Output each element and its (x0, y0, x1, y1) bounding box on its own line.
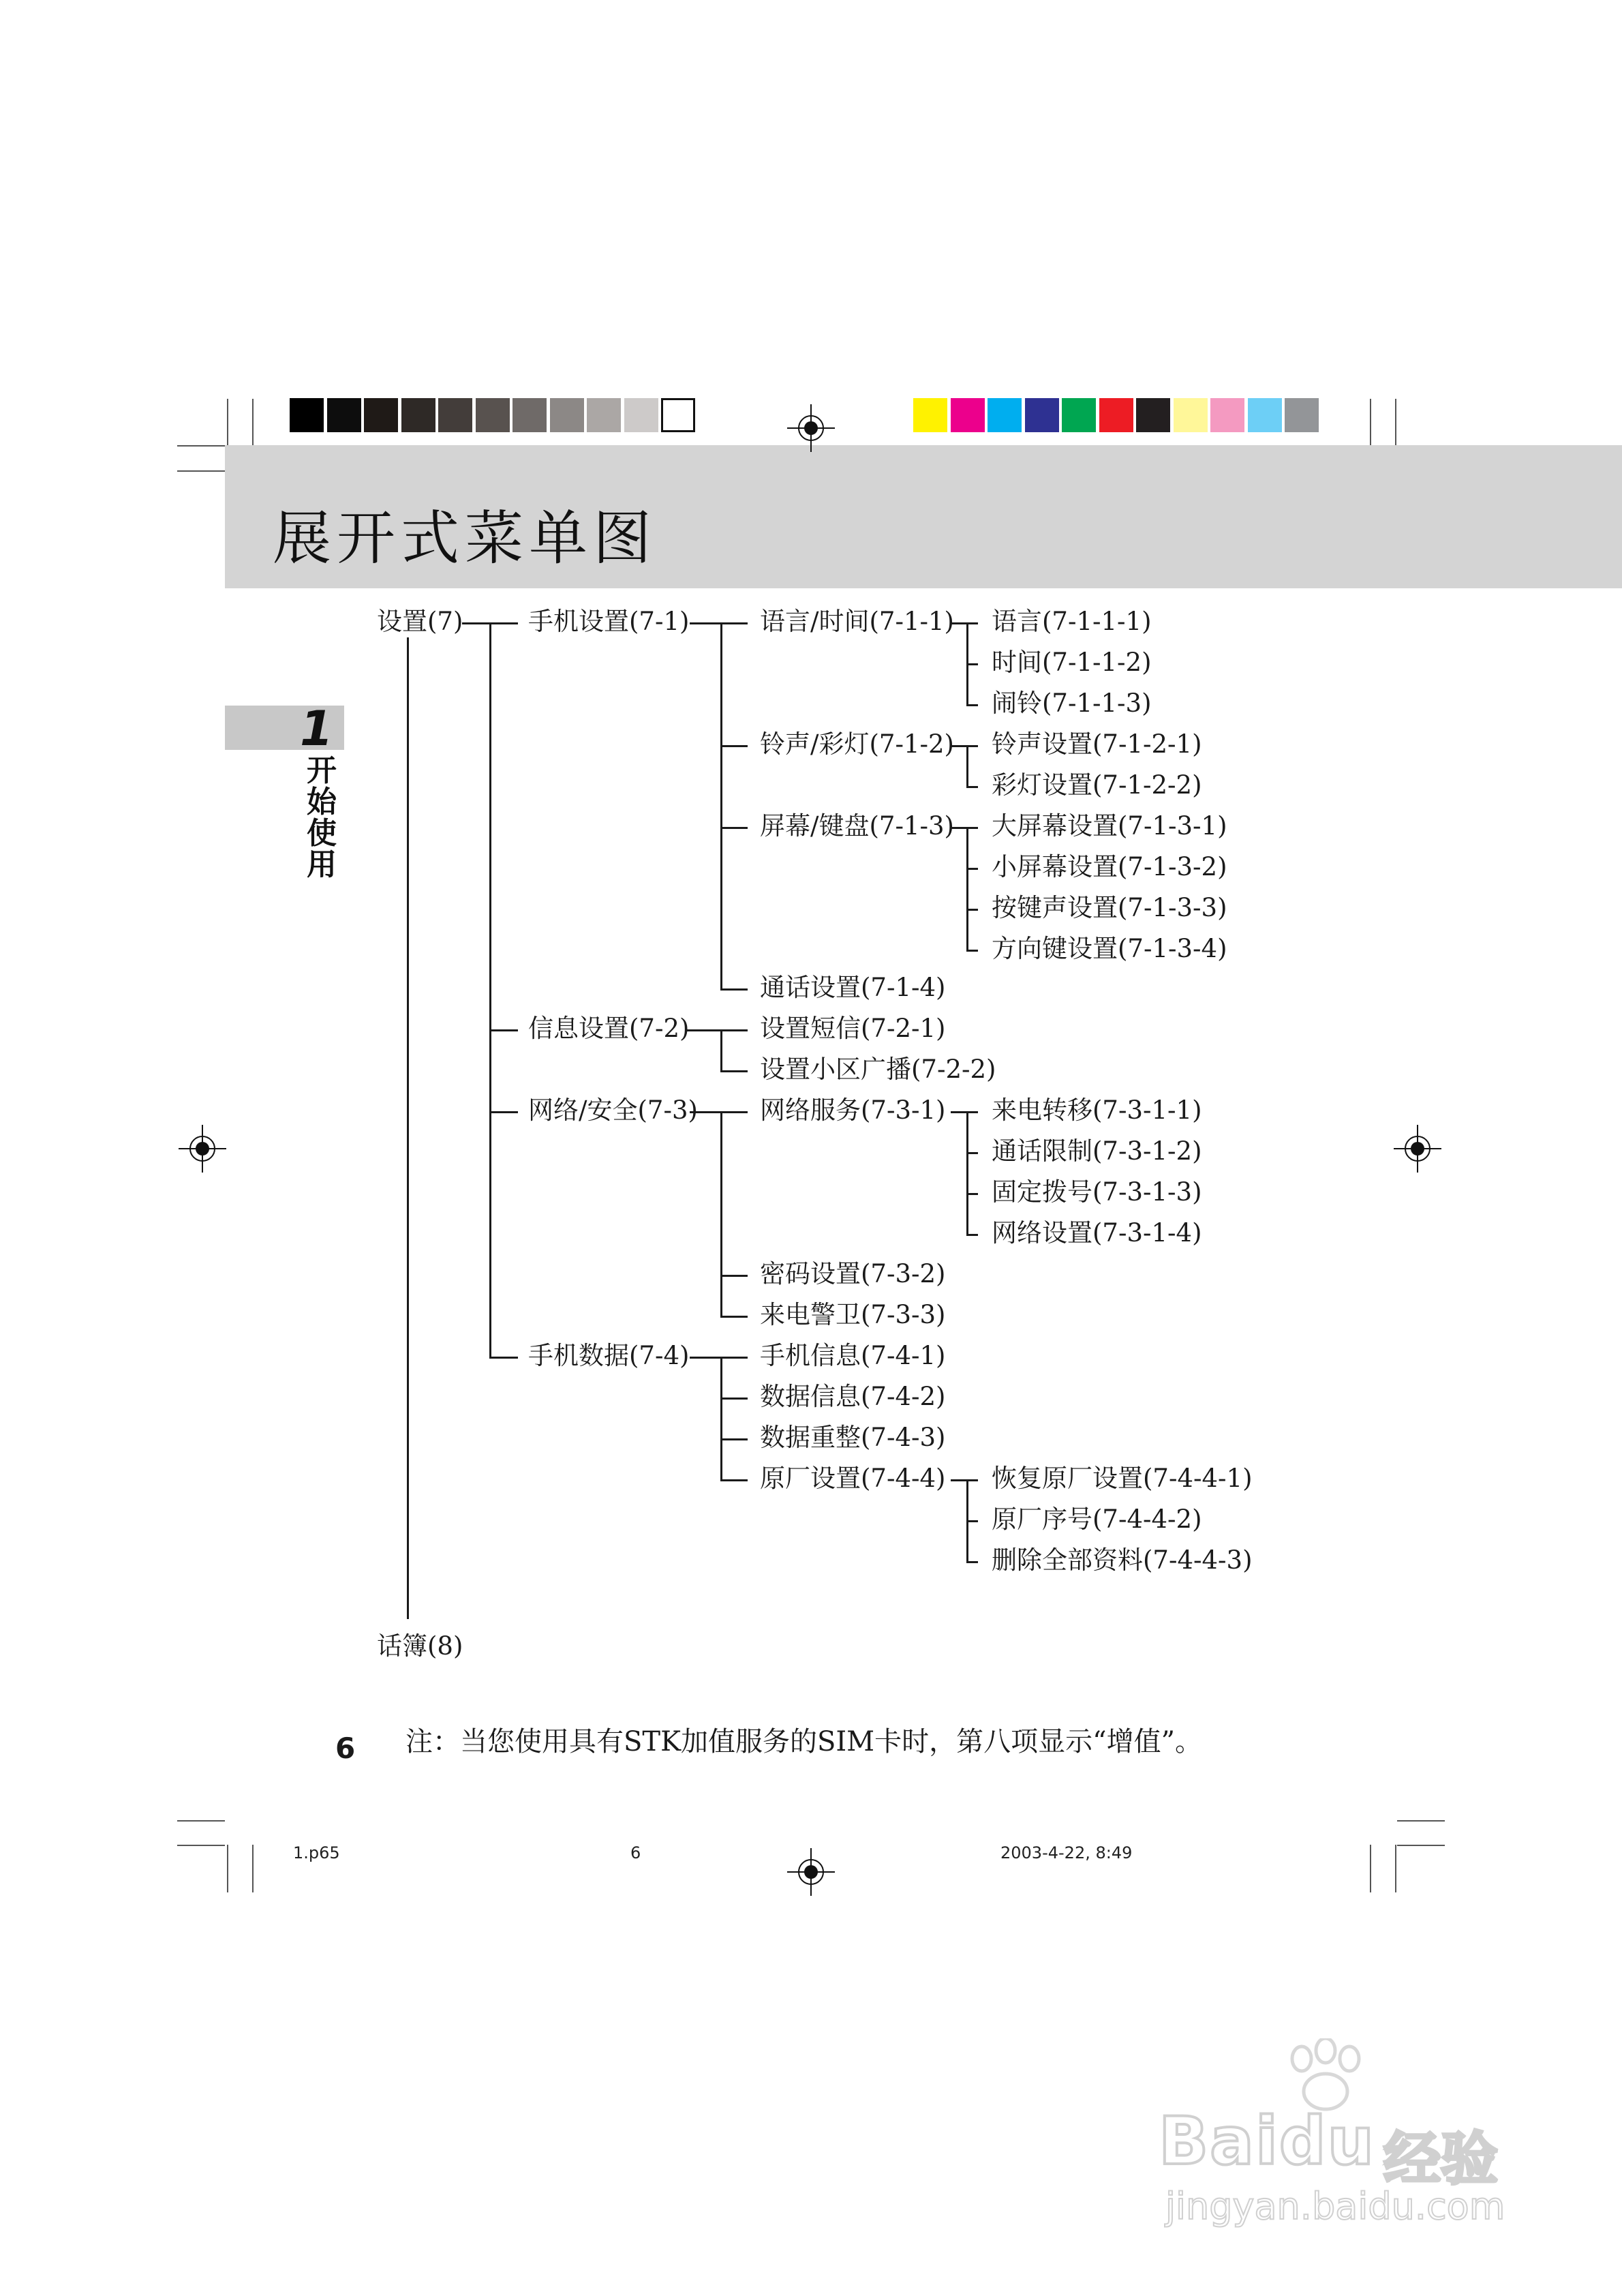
tree-connector (966, 1561, 978, 1563)
tree-node-l2: 来电警卫(7-3-3) (760, 1300, 946, 1329)
crop-mark (1397, 1820, 1445, 1822)
tree-connector (966, 827, 968, 952)
tree-connector (966, 1234, 978, 1236)
tree-connector (951, 827, 978, 829)
tree-node-l2: 手机信息(7-4-1) (760, 1341, 946, 1370)
watermark-url: jingyan.baidu.com (1165, 2185, 1505, 2228)
tree-node-l3: 网络设置(7-3-1-4) (992, 1218, 1202, 1248)
tree-connector (720, 1479, 748, 1481)
tree-connector (489, 1029, 518, 1031)
tree-node-l2: 数据信息(7-4-2) (760, 1382, 946, 1411)
tree-node-l3: 大屏幕设置(7-1-3-1) (992, 811, 1227, 841)
tree-node-l2: 原厂设置(7-4-4) (760, 1464, 946, 1493)
tree-node-l3: 时间(7-1-1-2) (992, 648, 1152, 677)
tree-connector (720, 1398, 748, 1400)
tree-node-l3: 固定拨号(7-3-1-3) (992, 1177, 1202, 1207)
tree-connector (686, 1029, 748, 1031)
color-swatch (913, 398, 947, 432)
crop-mark (177, 445, 225, 447)
tree-node-l3: 原厂序号(7-4-4-2) (992, 1505, 1202, 1534)
tree-connector (951, 622, 978, 624)
gray-swatch (512, 398, 547, 432)
paw-logo-icon (1274, 2038, 1377, 2113)
crop-mark (1395, 1845, 1396, 1892)
crop-mark (227, 1845, 228, 1892)
crop-mark (227, 399, 228, 445)
gray-swatch (476, 398, 510, 432)
tree-node-l2: 网络服务(7-3-1) (760, 1096, 946, 1125)
color-swatch (1099, 398, 1133, 432)
tree-connector (951, 745, 978, 747)
tree-connector (690, 622, 748, 624)
tree-connector (966, 786, 978, 788)
tree-node-l2: 数据重整(7-4-3) (760, 1423, 946, 1452)
tree-connector (720, 1070, 748, 1072)
tree-node-l1: 手机设置(7-1) (528, 607, 690, 636)
tree-connector (720, 827, 748, 829)
tree-node-l2: 铃声/彩灯(7-1-2) (760, 729, 954, 759)
registration-mark-icon (787, 404, 835, 452)
crop-mark (1370, 1845, 1371, 1892)
tree-connector (489, 622, 491, 1359)
tree-connector (690, 1357, 748, 1359)
gray-swatch (401, 398, 435, 432)
tree-connector (720, 1316, 748, 1318)
tree-connector (951, 1111, 978, 1113)
tree-connector (966, 745, 968, 788)
tree-connector (966, 868, 978, 870)
tree-connector (720, 622, 722, 991)
chapter-label: 开始使用 (307, 753, 337, 882)
gray-swatch (290, 398, 324, 432)
tree-node-l2: 密码设置(7-3-2) (760, 1259, 946, 1288)
crop-mark (1397, 1845, 1445, 1846)
tree-node-l3: 彩灯设置(7-1-2-2) (992, 770, 1202, 800)
tree-node-bottom: 话簿(8) (377, 1631, 463, 1661)
footer-timestamp: 2003-4-22, 8:49 (1000, 1843, 1133, 1862)
gray-swatch (661, 398, 695, 432)
tree-connector (720, 745, 748, 747)
tree-node-l3: 铃声设置(7-1-2-1) (992, 729, 1202, 759)
page-title: 展开式菜单图 (273, 504, 657, 573)
tree-connector (966, 1152, 978, 1154)
gray-swatch (327, 398, 361, 432)
tree-connector (489, 1357, 518, 1359)
color-swatch (1062, 398, 1096, 432)
crop-mark (177, 1820, 225, 1822)
gray-swatch (438, 398, 472, 432)
crop-mark (177, 1845, 225, 1846)
tree-connector (720, 1438, 748, 1440)
color-swatch (1248, 398, 1282, 432)
color-swatch (1136, 398, 1170, 432)
tree-connector (966, 1111, 968, 1236)
tree-connector (966, 1193, 978, 1195)
tree-connector (720, 988, 748, 991)
tree-node-l3: 通话限制(7-3-1-2) (992, 1136, 1202, 1166)
tree-node-root: 设置(7) (377, 607, 463, 636)
gray-swatch (587, 398, 621, 432)
registration-mark-icon (179, 1125, 226, 1173)
tree-node-l3: 小屏幕设置(7-1-3-2) (992, 852, 1227, 881)
tree-node-l2: 语言/时间(7-1-1) (760, 607, 954, 636)
registration-mark-icon (1394, 1125, 1441, 1173)
tree-node-l1: 信息设置(7-2) (528, 1014, 690, 1043)
color-swatch (1174, 398, 1208, 432)
tree-connector (966, 909, 978, 911)
tree-node-l3: 语言(7-1-1-1) (992, 607, 1152, 636)
tree-connector (951, 1479, 978, 1481)
gray-swatch (550, 398, 584, 432)
tree-node-l3: 按键声设置(7-1-3-3) (992, 893, 1227, 922)
color-swatch (951, 398, 985, 432)
tree-connector (489, 1111, 518, 1113)
color-swatch (1210, 398, 1244, 432)
tree-connector (720, 1029, 722, 1070)
crop-mark (252, 399, 254, 445)
tree-node-l2: 屏幕/键盘(7-1-3) (760, 811, 954, 841)
footer-filename: 1.p65 (293, 1843, 340, 1862)
tree-connector (720, 1111, 722, 1318)
watermark-brand-cn: 经验 (1383, 2126, 1499, 2192)
tree-node-l2: 通话设置(7-1-4) (760, 973, 946, 1002)
color-swatch (988, 398, 1022, 432)
page-number: 6 (335, 1732, 356, 1765)
tree-node-l3: 闹铃(7-1-1-3) (992, 689, 1152, 718)
tree-node-l2: 设置小区广播(7-2-2) (760, 1055, 996, 1084)
tree-connector (720, 1275, 748, 1277)
tree-connector (966, 663, 978, 665)
tree-node-l2: 设置短信(7-2-1) (760, 1014, 946, 1043)
tree-connector (720, 1357, 722, 1481)
crop-mark (252, 1845, 254, 1892)
gray-swatch (364, 398, 398, 432)
tree-connector (966, 950, 978, 952)
tree-connector (407, 637, 409, 1619)
gray-swatch (624, 398, 658, 432)
color-swatch (1285, 398, 1319, 432)
chapter-number: 1 (300, 701, 333, 757)
tree-node-l3: 恢复原厂设置(7-4-4-1) (992, 1464, 1253, 1493)
tree-node-l3: 方向键设置(7-1-3-4) (992, 934, 1227, 963)
tree-connector (690, 1111, 748, 1113)
crop-mark (1370, 399, 1371, 445)
registration-mark-icon (787, 1848, 835, 1896)
crop-mark (1395, 399, 1396, 445)
footer-page: 6 (630, 1843, 641, 1862)
tree-connector (966, 704, 978, 706)
color-swatch (1025, 398, 1059, 432)
baidu-jingyan-watermark (1152, 2038, 1533, 2243)
tree-node-l3: 来电转移(7-3-1-1) (992, 1096, 1202, 1125)
tree-node-l3: 删除全部资料(7-4-4-3) (992, 1545, 1253, 1575)
watermark-brand: Baidu (1159, 2103, 1375, 2179)
tree-node-l1: 网络/安全(7-3) (528, 1096, 698, 1125)
tree-node-l1: 手机数据(7-4) (528, 1341, 690, 1370)
tree-connector (966, 1520, 978, 1522)
crop-mark (177, 470, 225, 472)
footnote: 注：当您使用具有STK加值服务的SIM卡时，第八项显示“增值”。 (406, 1726, 1203, 1757)
